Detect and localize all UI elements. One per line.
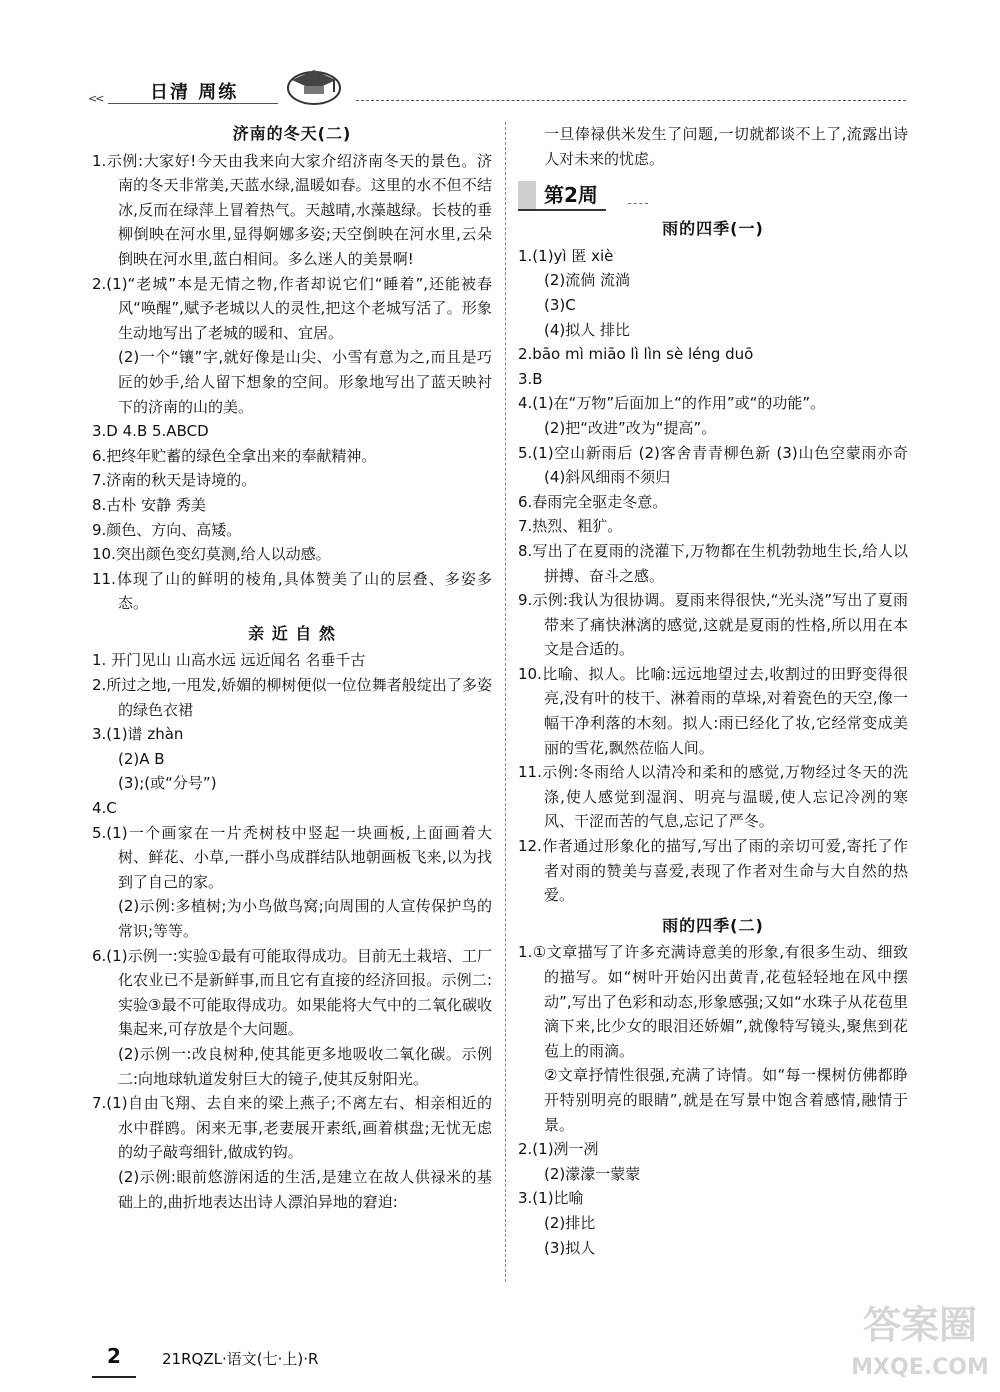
section-title: 亲 近 自 然 xyxy=(248,623,336,643)
answer-item: 2.bāo mì miāo lì lìn sè léng duō xyxy=(518,345,754,364)
watermark-url: MXQE.COM xyxy=(851,1355,989,1380)
answer-item: 6.把终年贮蓄的绿色全拿出来的奉献精神。 xyxy=(92,446,377,465)
page-number: 2 xyxy=(92,1340,136,1378)
answer-item: (2)示例:多植树;为小鸟做鸟窝;向周围的人宣传保护鸟的常识;等等。 xyxy=(118,897,492,940)
answer-item: 8.写出了在夏雨的浇灌下,万物都在生机勃勃地生长,给人以拼搏、奋斗之感。 xyxy=(518,541,908,585)
answer-item: 4.C xyxy=(92,799,117,818)
answer-item: 5.(1)一个画家在一片秃树枝中竖起一块画板,上面画着大树、鲜花、小草,一群小鸟成群结队地朝画板飞来,以为找到了自己的家。 xyxy=(92,823,492,891)
book-code: 21RQZL·语文(七·上)·R xyxy=(162,1350,319,1368)
section-title: 雨的四季(一) xyxy=(662,219,764,239)
answer-item: 8.古朴 安静 秀美 xyxy=(92,495,206,514)
answer-item: 3.D 4.B 5.ABCD xyxy=(92,422,209,441)
watermark-logo-icon xyxy=(850,1286,990,1386)
answer-item: (2)濛濛一蒙蒙 xyxy=(544,1164,641,1183)
header-title: 日清 周练 xyxy=(150,82,239,103)
answer-item: 1.(1)yì 匿 xiè xyxy=(518,246,614,265)
answer-item: 5.(1)空山新雨后 (2)客舍青青柳色新 (3)山色空蒙雨亦奇 (4)斜风细雨不须归 xyxy=(518,443,908,487)
answer-item: 2.(1)“老城”本是无情之物,作者却说它们“睡着”,还能被春风“唤醒”,赋予老城以人的灵性,把这个老城写活了。形象生动地写出了老城的暖和、宜居。 xyxy=(92,274,492,342)
week-dashed-rule xyxy=(628,203,648,204)
answer-item: (2)排比 xyxy=(544,1213,596,1232)
answer-item: (2)一个“镶”字,就好像是山尖、小雪有意为之,而且是巧匠的妙手,给人留下想象的空间。形象地写出了蓝天映衬下的济南的山的美。 xyxy=(118,348,492,416)
answer-item: 1. 开门见山 山高水远 远近闻名 名垂千古 xyxy=(92,651,366,670)
header-dashed-rule xyxy=(356,100,906,101)
answer-item: 7.济南的秋天是诗境的。 xyxy=(92,471,257,490)
answer-item: 10.比喻、拟人。比喻:远远地望过去,收割过的田野变得很亮,没有叶的枝干、淋着雨的草垛,对着瓷色的天空,像一幅干净利落的木刻。拟人:雨已经化了妆,它经常变成美丽的雪花,飘然莅临人间。 xyxy=(518,664,908,757)
answer-item: 12.作者通过形象化的描写,写出了雨的亲切可爱,寄托了作者对雨的赞美与喜爱,表现了作者对生命与大自然的热爱。 xyxy=(518,837,908,905)
answer-item: 7.热烈、粗犷。 xyxy=(518,517,623,536)
section-title: 济南的冬天(二) xyxy=(232,124,352,143)
answer-item: 9.示例:我认为很协调。夏雨来得很快,“光头浇”写出了夏雨带来了痛快淋漓的感觉,这就是夏雨的性格,所以用在本文是合适的。 xyxy=(518,591,908,659)
answer-item: (2)把“改进”改为“提高”。 xyxy=(544,418,717,437)
answer-item: (3)C xyxy=(544,295,576,314)
answer-item: 6.(1)示例一:实验①最有可能取得成功。目前无土栽培、工厂化农业已不是新鲜事,而且它有直接的经济回报。示例二:实验③最不可能取得成功。如果能将大气中的二氧化碳收集起来,可存放是个大问题。 xyxy=(92,946,492,1039)
answer-item: 3.(1)谱 zhàn xyxy=(92,725,184,744)
column-divider xyxy=(505,122,506,1282)
answer-item: (2)示例一:改良树种,使其能更多地吸收二氧化碳。示例二:向地球轨道发射巨大的镜子,使其反射阳光。 xyxy=(118,1044,492,1088)
answer-item: 1.示例:大家好!今天由我来向大家介绍济南冬天的景色。济南的冬天非常美,天蓝水绿,温暖如春。这里的水不但不结冰,反而在绿萍上冒着热气。天越晴,水藻越绿。长枝的垂柳倒映在河水里,显得婀娜多姿;天空倒映在河水里,云朵倒映在河水里,蓝白相间。多么迷人的美景啊! xyxy=(92,151,492,268)
answer-item: 3.(1)比喻 xyxy=(518,1189,584,1208)
answer-continuation: 一旦俸禄供米发生了问题,一切就都谈不上了,流露出诗人对未来的忧虑。 xyxy=(544,125,908,168)
page-header xyxy=(88,70,906,110)
watermark-text: 答案圈 xyxy=(862,1303,978,1347)
week-badge: 第2周 xyxy=(518,181,606,211)
answer-item: ②文章抒情性很强,充满了诗情。如“每一棵树仿佛都睁开特别明亮的眼睛”,就是在写景中饱含着感情,融情于景。 xyxy=(544,1066,908,1134)
week-heading xyxy=(518,179,908,211)
answer-item: 3.B xyxy=(518,369,543,388)
header-underline xyxy=(108,103,278,104)
answer-item: 9.颜色、方向、高矮。 xyxy=(92,520,242,539)
right-column xyxy=(518,122,908,1260)
answer-item: 6.春雨完全驱走冬意。 xyxy=(518,492,668,511)
answer-item: 10.突出颜色变幻莫测,给人以动感。 xyxy=(92,545,331,564)
header-arrows: << xyxy=(88,92,103,105)
answer-item: 11.示例:冬雨给人以清冷和柔和的感觉,万物经过冬天的洗涤,使人感觉到湿润、明亮与温暖,使人忘记冷冽的寒风、干涩而苦的气息,忘记了严冬。 xyxy=(518,763,908,831)
answer-item: 7.(1)自由飞翔、去自来的梁上燕子;不离左右、相亲相近的水中群鸥。闲来无事,老妻展开素纸,画着棋盘;无忧无虑的幼子敲弯细针,做成钓钩。 xyxy=(92,1094,492,1162)
page-footer xyxy=(92,1340,910,1380)
answer-item: (3);(或“分号”) xyxy=(118,774,217,793)
section-title: 雨的四季(二) xyxy=(662,915,764,935)
answer-item: (2)流倘 流淌 xyxy=(544,271,631,290)
answer-item: (2)示例:眼前悠游闲适的生活,是建立在故人供禄米的基础上的,曲折地表达出诗人漂泊异地的窘迫: xyxy=(118,1167,492,1211)
answer-item: 4.(1)在“万物”后面加上“的作用”或“的功能”。 xyxy=(518,394,826,413)
answer-item: (3)拟人 xyxy=(544,1238,596,1257)
answer-item: 11.体现了山的鲜明的棱角,具体赞美了山的层叠、多姿多态。 xyxy=(92,569,492,613)
left-column xyxy=(92,122,492,1214)
answer-item: 2.所过之地,一甩发,娇媚的柳树便似一位位舞者般绽出了多姿的绿色衣裙 xyxy=(92,676,492,719)
graduation-cap-logo-icon xyxy=(284,62,344,106)
answer-item: (4)拟人 排比 xyxy=(544,320,631,339)
answer-item: (2)A B xyxy=(118,749,165,768)
answer-item: 2.(1)冽一冽 xyxy=(518,1140,599,1159)
answer-item: 1.①文章描写了许多充满诗意美的形象,有很多生动、细致的描写。如“树叶开始闪出黄青,花苞轻轻地在风中摆动”,写出了色彩和动态,形象感强;又如“水珠子从花苞里滴下来,比少女的眼泪还娇媚”,就像特写镜头,聚焦到花苞上的雨滴。 xyxy=(518,943,908,1060)
